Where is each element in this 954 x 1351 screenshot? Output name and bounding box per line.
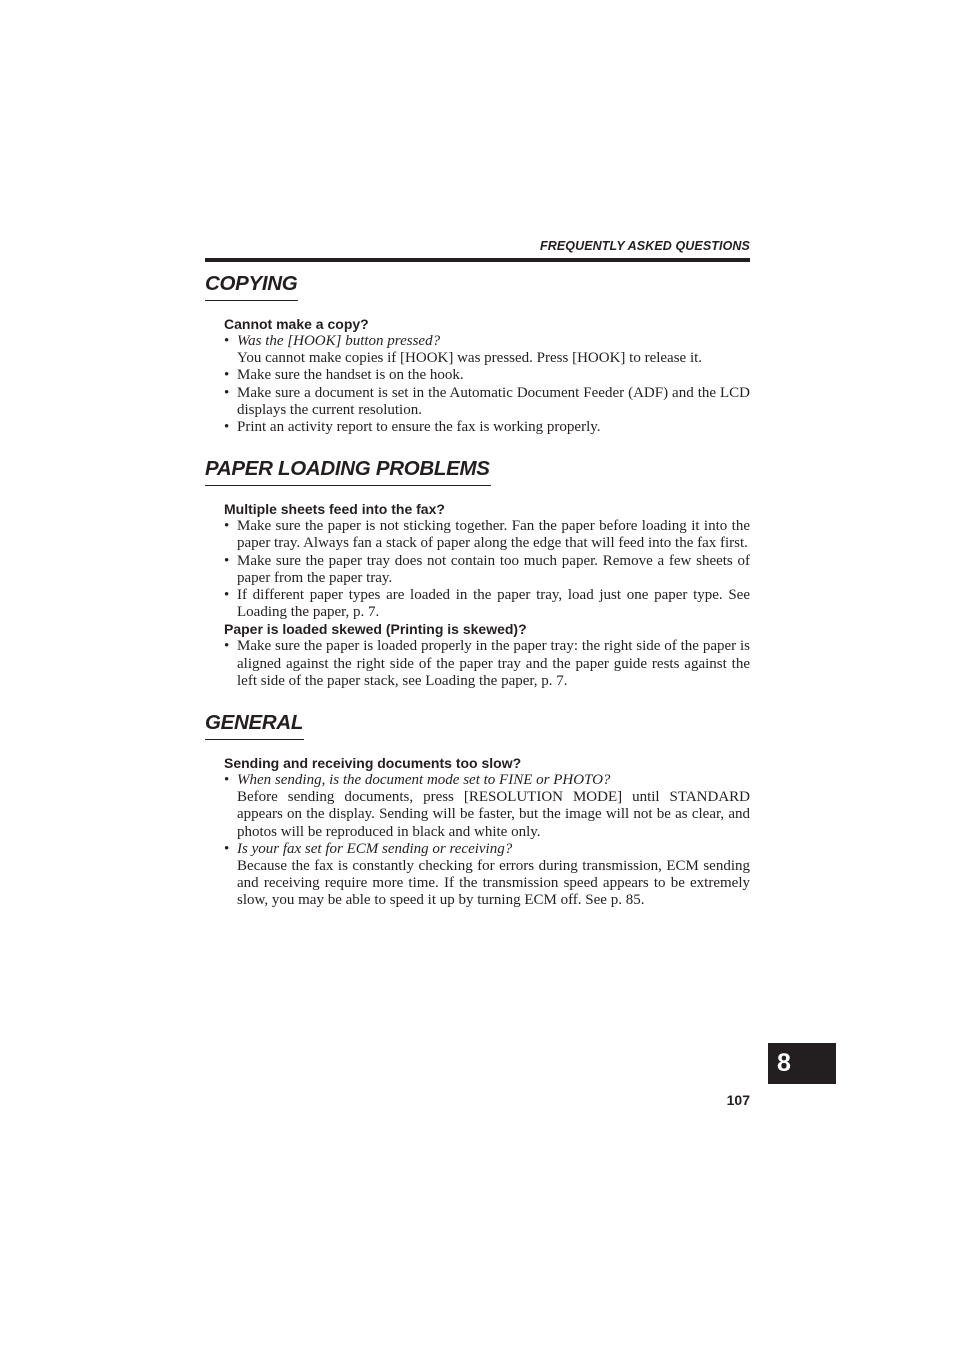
bullet-text: Make sure a document is set in the Automatic Document Feeder (ADF) and the LCD displays the current resolution.: [237, 384, 750, 418]
question-heading: Paper is loaded skewed (Printing is skewed)?: [224, 621, 527, 638]
section-title: GENERAL: [205, 709, 304, 740]
list-item: [237, 587, 750, 621]
header-rule: [205, 258, 750, 262]
page-content: [205, 270, 750, 910]
list-item: [237, 638, 750, 690]
bullet-italic-question: • Is your fax set for ECM sending or receiving?: [237, 840, 513, 857]
section-title: PAPER LOADING PROBLEMS: [205, 455, 491, 486]
bullet-list: [205, 333, 750, 436]
list-item: [237, 518, 750, 552]
bullet-text: Make sure the paper is loaded properly in the paper tray: the right side of the paper is aligned against the right side of the paper tray and the paper guide rests against the left side of the paper stack, see Loading the paper, p. 7.: [237, 638, 750, 689]
bullet-text: Because the fax is constantly checking for errors during transmission, ECM sending and receiving require more time. If the transmission speed appears to be extremely slow, you may be able to speed it up by turning ECM off. See p. 85.: [237, 858, 750, 909]
list-item: [237, 841, 750, 910]
question-heading: Sending and receiving documents too slow?: [224, 755, 522, 772]
list-item: [237, 772, 750, 841]
section-general: [205, 709, 750, 910]
question-heading: Multiple sheets feed into the fax?: [224, 501, 445, 518]
section-copying: [205, 270, 750, 436]
bullet-text: Before sending documents, press [RESOLUTION MODE] until STANDARD appears on the display. Sending will be faster, but the image will not be as clear, and photos will be reproduced in black and white only.: [237, 789, 750, 840]
bullet-list: [205, 638, 750, 690]
bullet-list: [205, 518, 750, 621]
section-title: COPYING: [205, 270, 298, 301]
section-paper-loading: [205, 455, 750, 690]
list-item: [237, 419, 750, 436]
page-number: 107: [726, 1092, 750, 1108]
bullet-italic-question: • Was the [HOOK] button pressed?: [237, 333, 441, 349]
bullet-text: Print an activity report to ensure the fax is working properly.: [237, 419, 601, 436]
list-item: [237, 333, 750, 367]
running-header: FREQUENTLY ASKED QUESTIONS: [539, 239, 750, 253]
chapter-tab: 8: [768, 1043, 836, 1084]
bullet-text: Make sure the paper is not sticking together. Fan the paper before loading it into the paper tray. Always fan a stack of paper along the edge that will feed into the fax first.: [237, 518, 750, 552]
bullet-italic-question: • When sending, is the document mode set to FINE or PHOTO?: [237, 772, 611, 789]
list-item: [237, 385, 750, 419]
list-item: [237, 553, 750, 587]
question-heading: Cannot make a copy?: [224, 316, 369, 332]
bullet-text: Make sure the paper tray does not contain too much paper. Remove a few sheets of paper from the paper tray.: [237, 552, 750, 586]
bullet-text: If different paper types are loaded in the paper tray, load just one paper type. See Loading the paper, p. 7.: [237, 587, 750, 621]
bullet-list: [205, 772, 750, 910]
list-item: [237, 367, 750, 384]
bullet-text: Make sure the handset is on the hook.: [237, 367, 464, 384]
bullet-text: You cannot make copies if [HOOK] was pressed. Press [HOOK] to release it.: [237, 350, 703, 367]
